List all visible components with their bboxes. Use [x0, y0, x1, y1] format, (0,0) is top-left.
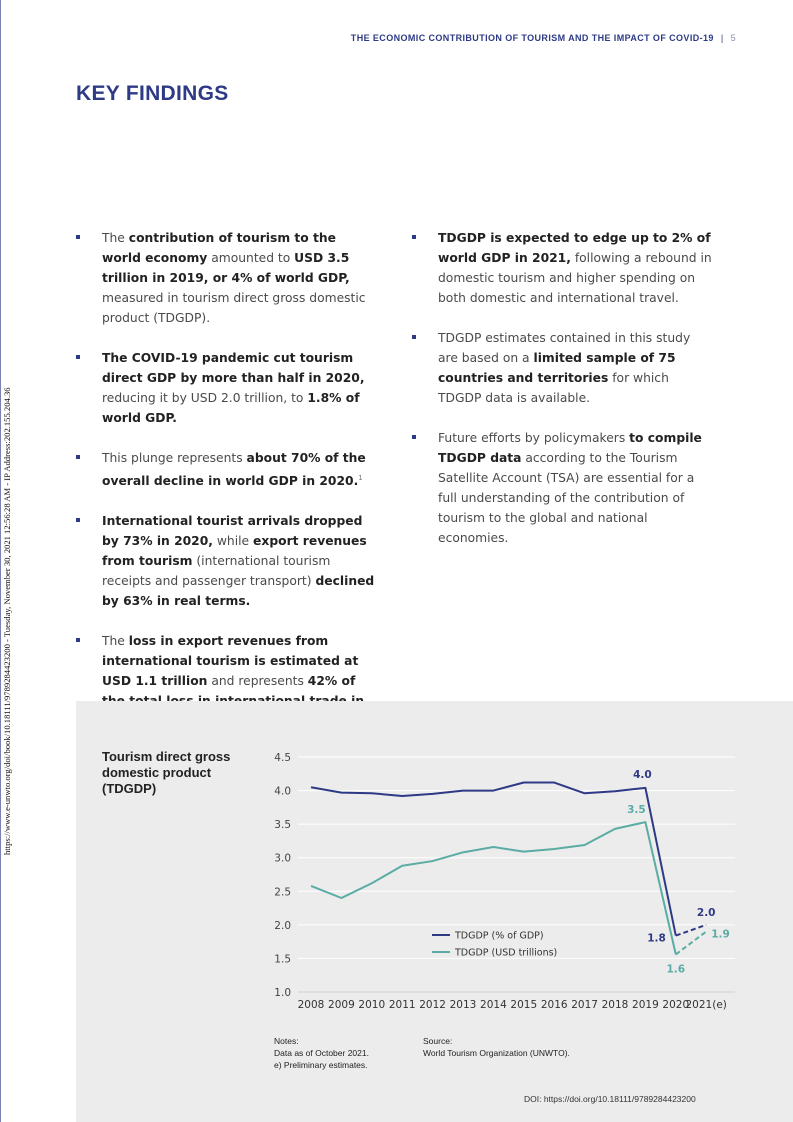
text: following a rebound in domestic tourism and higher spending on both domestic and international travel.	[438, 251, 712, 305]
x-tick-label: 2008	[297, 999, 325, 1011]
bold-text: contribution of tourism to the world economy	[102, 231, 336, 265]
y-tick-label: 2.5	[274, 886, 291, 899]
x-tick-label: 2017	[571, 999, 598, 1011]
text: measured in tourism direct gross domestic product (TDGDP).	[102, 291, 366, 325]
text: while	[212, 534, 254, 549]
page-title: KEY FINDINGS	[76, 82, 229, 105]
bold-text: USD 3.5 trillion in 2019, or 4% of world GDP,	[102, 251, 350, 285]
bold-text: loss in export revenues from international tourism is estimated at USD 1.1 trillion	[102, 634, 359, 689]
doi-link[interactable]: DOI: https://doi.org/10.18111/9789284423200	[524, 1094, 696, 1104]
chart-source	[423, 1035, 570, 1059]
legend-label: TDGDP (% of GDP)	[455, 930, 544, 942]
access-watermark: https://www.e-unwto.org/doi/book/10.18111/9789284423200 - Tuesday, November 30, 2021 12:56:28 AM - IP Address:202.155.204.36	[2, 387, 12, 855]
bold-text: about 70% of the overall decline in world GDP in 2020.	[102, 451, 366, 489]
notes-line: e) Preliminary estimates.	[274, 1060, 368, 1070]
text: for which TDGDP data is available.	[438, 371, 669, 405]
legend-label: TDGDP (USD trillions)	[455, 947, 558, 959]
bold-text: to compile TDGDP data	[438, 431, 702, 465]
running-title: THE ECONOMIC CONTRIBUTION OF TOURISM AND THE IMPACT OF COVID-19	[350, 33, 714, 43]
x-tick-label: 2013	[449, 999, 477, 1011]
bold-text: International tourist arrivals dropped by 73% in 2020,	[102, 514, 363, 549]
text: and represents	[207, 674, 308, 689]
bold-text: 1.8% of world GDP.	[102, 391, 360, 425]
y-tick-label: 3.5	[274, 819, 291, 832]
text: TDGDP estimates contained in this study are based on a	[438, 331, 691, 365]
notes-line: Data as of October 2021.	[274, 1048, 369, 1058]
text: reducing it by USD 2.0 trillion, to	[102, 391, 308, 405]
y-tick-label: 3.0	[274, 852, 291, 865]
page-number: 5	[730, 33, 736, 43]
y-tick-label: 4.0	[274, 785, 291, 798]
text: Future efforts by policymakers	[438, 431, 630, 445]
x-tick-label: 2010	[358, 999, 386, 1011]
data-label: 3.5	[627, 804, 646, 817]
bold-text: declined by 63% in real terms.	[102, 574, 375, 609]
text: according to the Tourism Satellite Account (TSA) are essential for a full understanding of the contribution of tourism to the global and national economies.	[438, 451, 695, 545]
chart-notes	[274, 1035, 369, 1071]
footnote-ref: 1	[358, 474, 363, 482]
x-tick-label: 2015	[510, 999, 538, 1011]
notes-heading: Notes:	[274, 1036, 299, 1046]
x-tick-label: 2016	[540, 999, 568, 1011]
x-tick-label: 2014	[480, 999, 507, 1011]
y-tick-label: 1.5	[274, 953, 291, 966]
data-label: 1.8	[647, 932, 666, 945]
data-label: 1.9	[711, 928, 730, 941]
x-tick-label: 2019	[632, 999, 659, 1011]
bold-text: export revenues from tourism	[102, 534, 367, 569]
data-label: 4.0	[633, 768, 652, 781]
x-tick-label: 2020	[662, 999, 690, 1011]
x-tick-label: 2021(e)	[685, 999, 727, 1011]
data-label: 1.6	[666, 963, 686, 976]
x-tick-label: 2011	[388, 999, 416, 1011]
bold-text: The COVID-19 pandemic cut tourism direct GDP by more than half in 2020,	[102, 351, 365, 385]
bold-text: limited sample of 75 countries and territories	[438, 351, 676, 385]
text: The	[102, 634, 129, 649]
bold-text: TDGDP is expected to edge up to 2% of world GDP in 2021,	[438, 231, 711, 265]
x-tick-label: 2012	[419, 999, 446, 1011]
x-tick-label: 2018	[601, 999, 629, 1011]
text: This plunge represents	[102, 451, 247, 465]
text: (international tourism receipts and passenger transport)	[102, 554, 331, 589]
text: amounted to	[207, 251, 295, 265]
y-tick-label: 1.0	[274, 987, 291, 999]
text: The	[102, 231, 129, 245]
series-line-pct-gdp	[311, 783, 676, 936]
data-label: 2.0	[696, 906, 716, 919]
x-tick-label: 2009	[328, 999, 355, 1011]
y-tick-label: 2.0	[274, 919, 291, 932]
bold-text: 42% of	[307, 674, 356, 689]
source-text: World Tourism Organization (UNWTO).	[423, 1048, 570, 1058]
source-heading: Source:	[423, 1036, 453, 1046]
header-separator: |	[720, 33, 724, 43]
y-tick-label: 4.5	[274, 752, 291, 764]
chart-title: Tourism direct gross domestic product (TDGDP)	[102, 749, 231, 796]
